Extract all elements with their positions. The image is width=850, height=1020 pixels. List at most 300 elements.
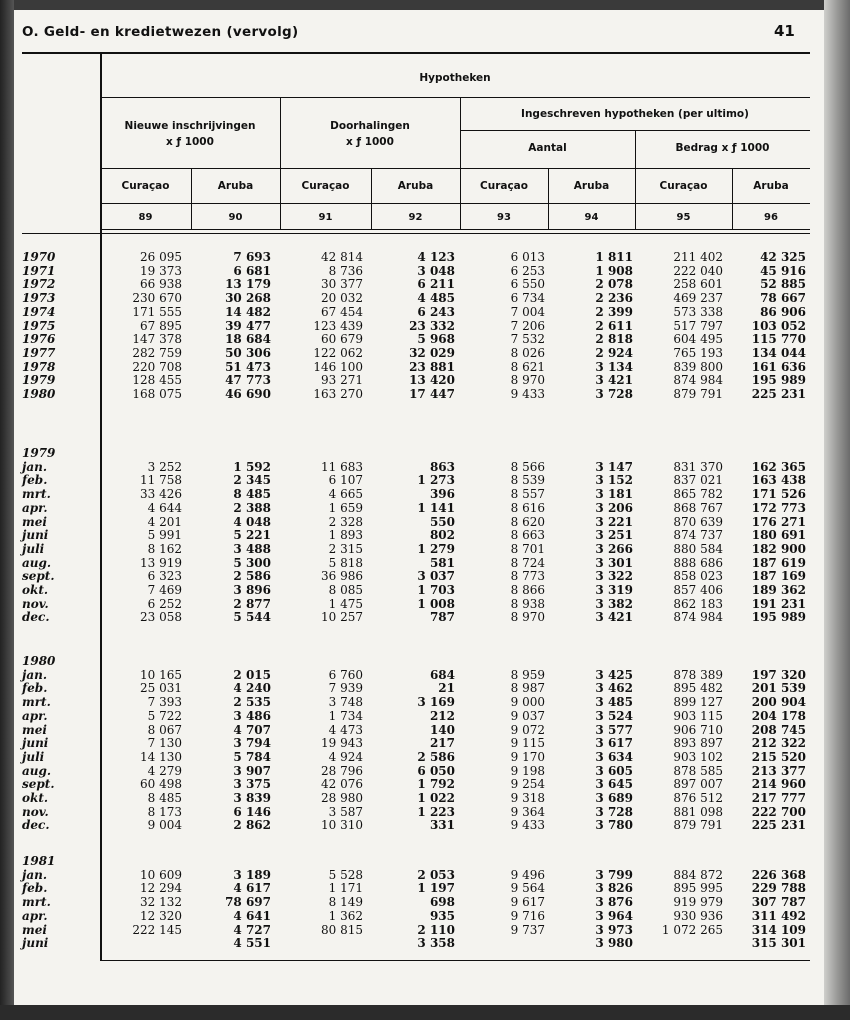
row-label: jan. xyxy=(22,667,48,682)
table-cell: 201 539 xyxy=(751,681,806,696)
table-cell: 8 485 xyxy=(147,791,182,805)
table-cell: 282 759 xyxy=(132,345,182,360)
table-cell: 8 085 xyxy=(328,583,363,597)
table-cell: 6 146 xyxy=(233,804,271,819)
table-cell: 19 943 xyxy=(321,736,363,751)
table-cell: 30 268 xyxy=(225,291,271,306)
table-cell: 935 xyxy=(429,908,455,923)
row-label: juli xyxy=(22,541,45,556)
book-binding xyxy=(0,0,14,1020)
table-cell: 20 032 xyxy=(321,291,363,306)
table-cell: 3 587 xyxy=(328,804,363,819)
rule-under-places xyxy=(100,203,810,204)
table-cell: 23 332 xyxy=(409,318,455,333)
table-cell: 4 485 xyxy=(417,291,455,306)
page-title: O. Geld- en kredietwezen (vervolg) xyxy=(22,24,299,40)
table-cell: 10 609 xyxy=(140,867,182,882)
table-cell: 6 013 xyxy=(510,250,545,264)
table-cell: 3 689 xyxy=(595,791,633,805)
row-label: jan. xyxy=(22,867,48,882)
table-cell: 7 206 xyxy=(510,318,545,333)
table-cell: 122 062 xyxy=(313,345,363,360)
table-cell: 8 149 xyxy=(328,895,363,910)
table-cell: 307 787 xyxy=(751,895,806,910)
table-cell: 211 402 xyxy=(673,250,723,264)
bottom-rule xyxy=(100,960,810,961)
table-cell: 3 375 xyxy=(233,777,271,792)
table-cell: 191 231 xyxy=(751,596,806,611)
table-cell: 862 183 xyxy=(673,596,723,611)
table-cell: 4 279 xyxy=(147,763,182,778)
table-cell: 2 924 xyxy=(595,345,633,360)
table-cell: 52 885 xyxy=(760,277,806,292)
table-cell: 4 240 xyxy=(233,681,271,696)
table-cell: 226 368 xyxy=(751,867,806,882)
table-cell: 2 345 xyxy=(233,473,271,488)
table-cell: 765 193 xyxy=(673,345,723,360)
table-cell: 222 145 xyxy=(132,922,182,937)
row-label: mei xyxy=(22,514,47,529)
table-cell: 60 679 xyxy=(321,332,363,347)
table-cell: 3 048 xyxy=(417,263,455,278)
table-cell: 12 320 xyxy=(140,908,182,923)
table-cell: 214 960 xyxy=(751,777,806,792)
table-cell: 18 684 xyxy=(225,332,271,347)
table-cell: 3 488 xyxy=(233,541,271,556)
table-cell: 3 147 xyxy=(595,459,633,474)
table-cell: 4 641 xyxy=(233,908,271,923)
column-number: 92 xyxy=(408,212,423,223)
place-heading: Curaçao xyxy=(480,180,528,192)
table-cell: 604 495 xyxy=(673,332,723,347)
table-cell: 1 197 xyxy=(417,881,455,896)
table-cell: 3 799 xyxy=(595,867,633,882)
col-heading-aantal: Aantal xyxy=(528,142,567,154)
rule-under-group xyxy=(100,97,810,98)
row-label: aug. xyxy=(22,763,52,778)
table-cell: 128 455 xyxy=(132,373,182,388)
table-cell: 140 xyxy=(429,722,455,737)
table-cell: 208 745 xyxy=(751,722,806,737)
table-cell: 215 520 xyxy=(751,749,806,764)
place-heading: Aruba xyxy=(397,180,434,192)
table-cell: 197 320 xyxy=(751,667,806,682)
table-cell: 7 693 xyxy=(233,250,271,264)
table-cell: 1 908 xyxy=(595,263,633,278)
table-cell: 3 876 xyxy=(595,895,633,910)
table-cell: 865 782 xyxy=(673,487,723,502)
page-bottom-edge xyxy=(0,1005,850,1020)
column-number: 90 xyxy=(228,212,243,223)
table-cell: 899 127 xyxy=(673,695,723,710)
table-cell: 857 406 xyxy=(673,583,723,597)
table-cell: 7 939 xyxy=(328,681,363,696)
table-cell: 3 358 xyxy=(417,936,455,951)
table-cell: 10 165 xyxy=(140,667,182,682)
table-cell: 870 639 xyxy=(673,514,723,529)
table-cell: 311 492 xyxy=(751,908,806,923)
row-label: apr. xyxy=(22,500,48,515)
table-cell: 888 686 xyxy=(673,555,723,570)
table-cell: 6 734 xyxy=(510,291,545,306)
table-cell: 1 475 xyxy=(328,596,363,611)
table-cell: 5 221 xyxy=(233,528,271,543)
table-cell: 8 970 xyxy=(510,610,545,625)
table-cell: 3 794 xyxy=(233,736,271,751)
row-label: jan. xyxy=(22,459,48,474)
table-cell: 517 797 xyxy=(673,318,723,333)
table-cell: 2 877 xyxy=(233,596,271,611)
table-cell: 8 566 xyxy=(510,459,545,474)
table-cell: 50 306 xyxy=(225,345,271,360)
table-cell: 115 770 xyxy=(751,332,806,347)
table-cell: 163 438 xyxy=(751,473,806,488)
table-cell: 2 535 xyxy=(233,695,271,710)
table-cell: 863 xyxy=(429,459,455,474)
table-cell: 573 338 xyxy=(673,304,723,319)
row-label: 1976 xyxy=(22,332,56,347)
row-label: juni xyxy=(22,736,49,751)
row-label: aug. xyxy=(22,555,52,570)
row-label: nov. xyxy=(22,596,49,611)
row-label: mrt. xyxy=(22,695,51,710)
column-number: 91 xyxy=(318,212,333,223)
row-label: feb. xyxy=(22,881,48,896)
col-heading-bedrag: Bedrag x ƒ 1000 xyxy=(675,142,770,154)
place-heading: Aruba xyxy=(217,180,254,192)
table-cell: 42 076 xyxy=(321,777,363,792)
row-label: nov. xyxy=(22,804,49,819)
table-cell: 146 100 xyxy=(313,359,363,374)
table-cell: 884 872 xyxy=(673,867,723,882)
table-cell: 25 031 xyxy=(140,681,182,696)
table-cell: 9 198 xyxy=(510,763,545,778)
table-cell: 3 748 xyxy=(328,695,363,710)
table-cell: 396 xyxy=(429,487,455,502)
table-cell: 3 252 xyxy=(147,459,182,474)
table-cell: 9 000 xyxy=(510,695,545,710)
row-label: mrt. xyxy=(22,487,51,502)
table-cell: 9 617 xyxy=(510,895,545,910)
table-cell: 47 773 xyxy=(225,373,271,388)
table-cell: 163 270 xyxy=(313,387,363,401)
table-cell: 66 938 xyxy=(140,277,182,292)
table-cell: 189 362 xyxy=(751,583,806,597)
place-heading: Curaçao xyxy=(301,180,350,192)
table-cell: 4 123 xyxy=(417,250,455,264)
table-cell: 14 130 xyxy=(140,749,182,764)
table-cell: 195 989 xyxy=(751,373,806,388)
section-heading: 1980 xyxy=(22,654,56,668)
table-cell: 3 421 xyxy=(595,373,633,388)
table-cell: 3 839 xyxy=(233,791,271,805)
table-cell: 7 130 xyxy=(147,736,182,751)
row-label: okt. xyxy=(22,791,49,805)
table-cell: 895 995 xyxy=(673,881,723,896)
table-cell: 3 634 xyxy=(595,749,633,764)
table-cell: 51 473 xyxy=(225,359,271,374)
column-number: 95 xyxy=(676,212,691,223)
column-number: 96 xyxy=(764,212,778,223)
table-cell: 6 050 xyxy=(417,763,455,778)
table-cell: 802 xyxy=(429,528,455,543)
table-cell: 881 098 xyxy=(673,804,723,819)
rule-under-subheads xyxy=(100,168,810,169)
row-label: apr. xyxy=(22,708,48,723)
table-cell: 2 315 xyxy=(328,541,363,556)
table-cell: 42 814 xyxy=(321,250,363,264)
table-cell: 839 800 xyxy=(673,359,723,374)
table-cell: 7 532 xyxy=(510,332,545,347)
table-cell: 9 496 xyxy=(510,867,545,882)
table-cell: 30 377 xyxy=(321,277,363,292)
table-cell: 3 826 xyxy=(595,881,633,896)
table-cell: 8 067 xyxy=(147,722,182,737)
table-cell: 33 426 xyxy=(140,487,182,502)
section-heading: 1979 xyxy=(22,446,56,460)
table-cell: 698 xyxy=(429,895,455,910)
table-cell: 8 970 xyxy=(510,373,545,388)
table-cell: 14 482 xyxy=(225,304,271,319)
table-cell: 180 691 xyxy=(751,528,806,543)
table-cell: 6 252 xyxy=(147,596,182,611)
table-cell: 837 021 xyxy=(673,473,723,488)
table-cell: 222 040 xyxy=(673,263,723,278)
row-label: okt. xyxy=(22,583,49,597)
table-cell: 8 866 xyxy=(510,583,545,597)
table-cell: 897 007 xyxy=(673,777,723,792)
table-cell: 225 231 xyxy=(751,818,806,833)
table-cell: 2 236 xyxy=(595,291,633,306)
table-cell: 229 788 xyxy=(751,881,806,896)
table-cell: 3 037 xyxy=(417,569,455,584)
table-cell: 171 526 xyxy=(751,487,806,502)
table-cell: 8 938 xyxy=(510,596,545,611)
table-cell: 12 294 xyxy=(140,881,182,896)
table-cell: 42 325 xyxy=(760,250,806,264)
table-cell: 8 987 xyxy=(510,681,545,696)
table-cell: 878 585 xyxy=(673,763,723,778)
table-cell: 1 592 xyxy=(233,459,271,474)
table-cell: 134 044 xyxy=(751,345,806,360)
table-cell: 903 102 xyxy=(673,749,723,764)
table-cell: 8 616 xyxy=(510,500,545,515)
table-cell: 200 904 xyxy=(751,695,806,710)
table-cell: 893 897 xyxy=(673,736,723,751)
table-cell: 5 528 xyxy=(328,867,363,882)
table-cell: 1 008 xyxy=(417,596,455,611)
table-cell: 3 577 xyxy=(595,722,633,737)
table-cell: 23 881 xyxy=(409,359,455,374)
table-cell: 176 271 xyxy=(751,514,806,529)
table-cell: 8 485 xyxy=(233,487,271,502)
table-cell: 10 257 xyxy=(321,610,363,625)
page-edge xyxy=(824,0,850,1020)
table-cell: 878 389 xyxy=(673,667,723,682)
table-cell: 3 728 xyxy=(595,387,633,401)
place-heading: Curaçao xyxy=(659,180,708,192)
row-label: juni xyxy=(22,528,49,543)
table-cell: 162 365 xyxy=(751,459,806,474)
table-cell: 28 796 xyxy=(321,763,363,778)
row-label: feb. xyxy=(22,473,48,488)
row-label: sept. xyxy=(22,569,55,584)
table-cell: 1 811 xyxy=(595,250,633,264)
table-cell: 3 251 xyxy=(595,528,633,543)
table-cell: 919 979 xyxy=(673,895,723,910)
table-cell: 1 072 265 xyxy=(661,922,723,937)
table-cell: 8 724 xyxy=(510,555,545,570)
table-cell: 874 984 xyxy=(673,373,723,388)
table-cell: 5 544 xyxy=(233,610,271,625)
table-cell: 8 773 xyxy=(510,569,545,584)
table-cell: 3 382 xyxy=(595,596,633,611)
table-cell: 220 708 xyxy=(132,359,182,374)
row-label: mei xyxy=(22,922,47,937)
table-cell: 3 319 xyxy=(595,583,633,597)
table-cell: 3 964 xyxy=(595,908,633,923)
table-cell: 1 141 xyxy=(417,500,455,515)
table-cell: 9 115 xyxy=(510,736,545,751)
table-cell: 879 791 xyxy=(673,387,723,401)
table-cell: 187 169 xyxy=(751,569,806,584)
table-cell: 9 318 xyxy=(510,791,545,805)
table-cell: 1 273 xyxy=(417,473,455,488)
table-cell: 3 425 xyxy=(595,667,633,682)
row-label: juni xyxy=(22,936,49,951)
row-label: 1978 xyxy=(22,359,56,374)
table-cell: 204 178 xyxy=(751,708,806,723)
table-cell: 831 370 xyxy=(673,459,723,474)
col-heading-ingeschreven: Ingeschreven hypotheken (per ultimo) xyxy=(521,108,749,120)
table-cell: 9 254 xyxy=(510,777,545,792)
table-cell: 3 169 xyxy=(417,695,455,710)
table-cell: 3 524 xyxy=(595,708,633,723)
table-cell: 2 015 xyxy=(233,667,271,682)
table-cell: 2 078 xyxy=(595,277,633,292)
table-cell: 26 095 xyxy=(140,250,182,264)
table-cell: 581 xyxy=(429,555,455,570)
table-cell: 550 xyxy=(429,514,455,529)
row-label: 1973 xyxy=(22,291,56,306)
table-cell: 469 237 xyxy=(673,291,723,306)
table-cell: 2 399 xyxy=(595,304,633,319)
table-cell: 123 439 xyxy=(313,318,363,333)
row-label: 1972 xyxy=(22,277,56,292)
table-cell: 11 683 xyxy=(321,459,363,474)
table-cell: 3 485 xyxy=(595,695,633,710)
table-cell: 7 469 xyxy=(147,583,182,597)
table-cell: 78 697 xyxy=(225,895,271,910)
table-cell: 4 617 xyxy=(233,881,271,896)
table-cell: 67 895 xyxy=(140,318,182,333)
table-cell: 10 310 xyxy=(321,818,363,833)
row-label: apr. xyxy=(22,908,48,923)
table-cell: 6 243 xyxy=(417,304,455,319)
table-cell: 222 700 xyxy=(751,804,806,819)
table-cell: 3 462 xyxy=(595,681,633,696)
table-cell: 45 916 xyxy=(760,263,806,278)
table-cell: 13 919 xyxy=(140,555,182,570)
table-cell: 1 734 xyxy=(328,708,363,723)
table-cell: 3 266 xyxy=(595,541,633,556)
table-cell: 2 328 xyxy=(328,514,363,529)
table-cell: 9 716 xyxy=(510,908,545,923)
table-cell: 876 512 xyxy=(673,791,723,805)
table-cell: 6 760 xyxy=(328,667,363,682)
table-cell: 1 703 xyxy=(417,583,455,597)
row-label: dec. xyxy=(22,610,50,625)
table-cell: 1 792 xyxy=(417,777,455,792)
table-cell: 230 670 xyxy=(132,291,182,306)
table-cell: 4 201 xyxy=(147,514,182,529)
table-cell: 2 053 xyxy=(417,867,455,882)
table-cell: 4 707 xyxy=(233,722,271,737)
table-cell: 168 075 xyxy=(132,387,182,401)
table-cell: 874 737 xyxy=(673,528,723,543)
table-cell: 21 xyxy=(438,681,455,696)
table-cell: 8 663 xyxy=(510,528,545,543)
table-cell: 3 134 xyxy=(595,359,633,374)
table-cell: 46 690 xyxy=(225,387,271,401)
column-number: 89 xyxy=(138,212,153,223)
table-cell: 8 162 xyxy=(147,541,182,556)
row-label: feb. xyxy=(22,681,48,696)
table-cell: 9 564 xyxy=(510,881,545,896)
table-cell: 906 710 xyxy=(673,722,723,737)
table-cell: 6 211 xyxy=(417,277,455,292)
row-label: 1971 xyxy=(22,263,56,278)
table-cell: 4 473 xyxy=(328,722,363,737)
table-cell: 6 253 xyxy=(510,263,545,278)
page-number: 41 xyxy=(774,22,795,40)
table-cell: 5 991 xyxy=(147,528,182,543)
table-cell: 3 221 xyxy=(595,514,633,529)
table-cell: 3 780 xyxy=(595,818,633,833)
table-cell: 315 301 xyxy=(751,936,806,951)
row-label: 1979 xyxy=(22,373,56,388)
table-cell: 3 181 xyxy=(595,487,633,502)
column-number: 94 xyxy=(584,212,599,223)
table-cell: 187 619 xyxy=(751,555,806,570)
table-cell: 2 862 xyxy=(233,818,271,833)
table-cell: 903 115 xyxy=(673,708,723,723)
table-cell: 684 xyxy=(429,667,455,682)
table-cell: 9 004 xyxy=(147,818,182,833)
table-cell: 3 421 xyxy=(595,610,633,625)
table-cell: 2 110 xyxy=(417,922,455,937)
table-cell: 2 388 xyxy=(233,500,271,515)
table-cell: 1 223 xyxy=(417,804,455,819)
table-cell: 858 023 xyxy=(673,569,723,584)
table-cell: 8 026 xyxy=(510,345,545,360)
table-cell: 161 636 xyxy=(751,359,806,374)
table-cell: 4 644 xyxy=(147,500,182,515)
table-cell: 67 454 xyxy=(321,304,363,319)
table-cell: 213 377 xyxy=(751,763,806,778)
table-cell: 2 586 xyxy=(417,749,455,764)
table-cell: 17 447 xyxy=(409,387,455,401)
table-cell: 6 550 xyxy=(510,277,545,292)
table-cell: 60 498 xyxy=(140,777,182,792)
column-number: 93 xyxy=(497,212,511,223)
table-cell: 39 477 xyxy=(225,318,271,333)
table-cell: 1 171 xyxy=(328,881,363,896)
row-label: sept. xyxy=(22,777,55,792)
table-cell: 80 815 xyxy=(321,922,363,937)
table-cell: 8 620 xyxy=(510,514,545,529)
table-cell: 1 362 xyxy=(328,908,363,923)
